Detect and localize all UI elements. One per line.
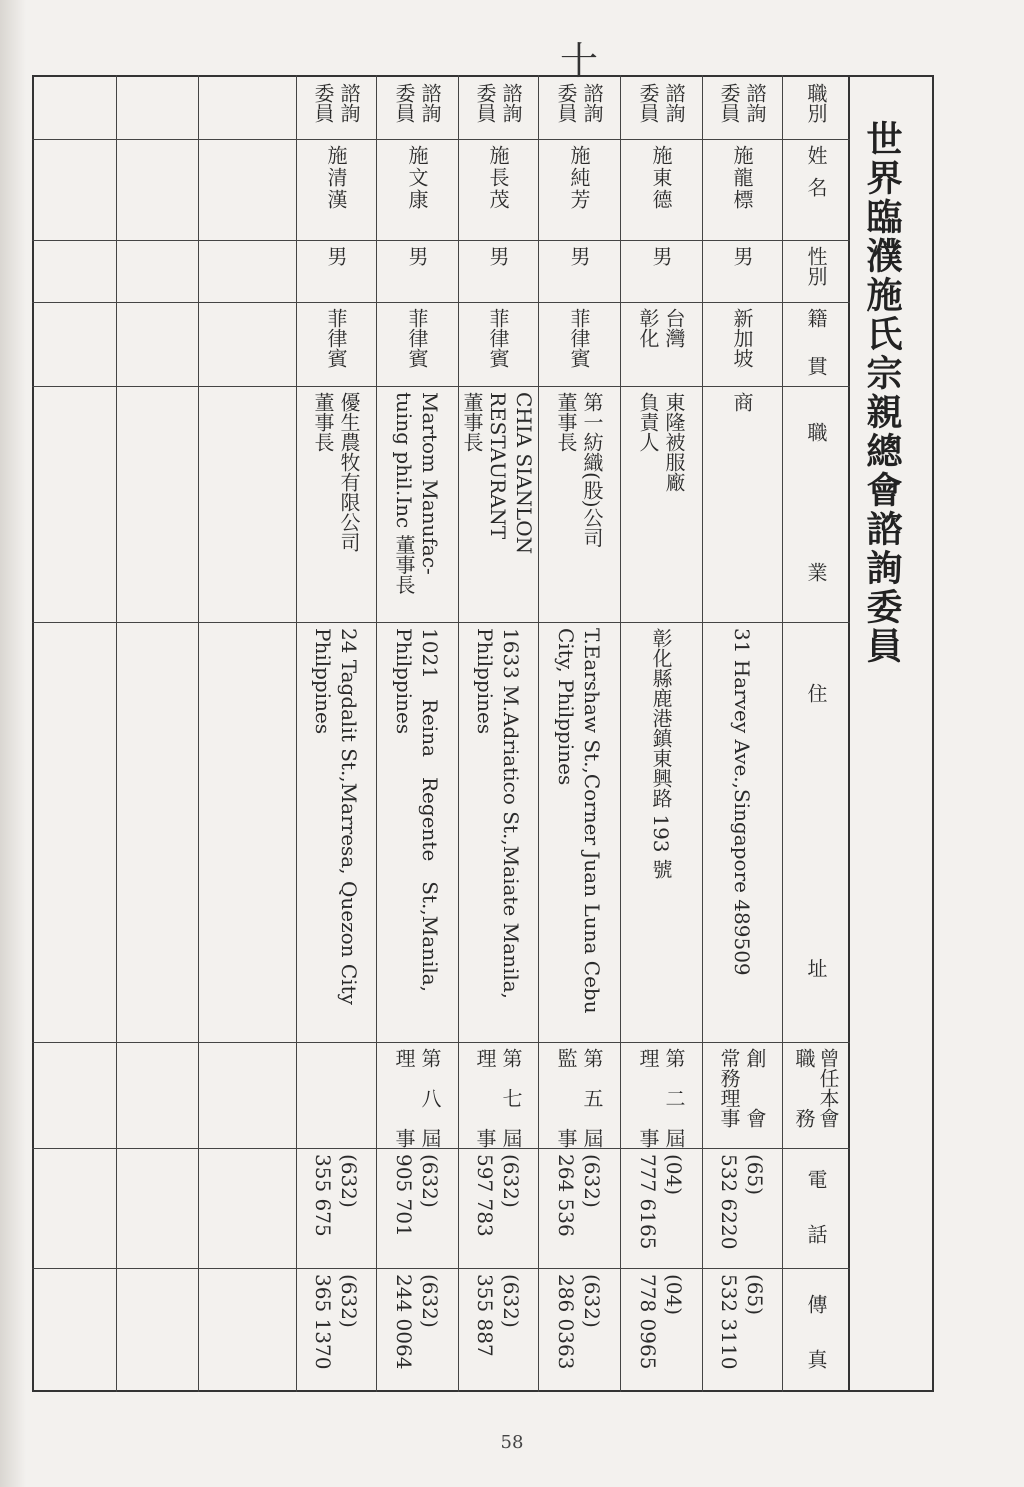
member-3-address bbox=[538, 622, 620, 1042]
header-position bbox=[782, 77, 850, 139]
header-past-role bbox=[782, 1042, 850, 1148]
member-7-origin bbox=[198, 302, 296, 386]
member-1-gender-text: 男 bbox=[730, 246, 754, 266]
member-3-origin-text: 菲律賓 bbox=[567, 308, 591, 368]
member-3-address-text: T.Earshaw St.,Corner Juan Luna Cebu City, Philppines bbox=[554, 628, 604, 1014]
member-9-occupation bbox=[32, 386, 116, 622]
member-5-phone bbox=[376, 1148, 458, 1268]
page-number: 58 bbox=[500, 1432, 524, 1453]
member-7-name bbox=[198, 139, 296, 240]
member-1-occupation-text: 商 bbox=[730, 392, 754, 412]
member-3-past-role bbox=[538, 1042, 620, 1148]
header-gender-text: 性別 bbox=[804, 246, 828, 286]
member-8-origin bbox=[116, 302, 198, 386]
member-9-past-role bbox=[32, 1042, 116, 1148]
member-2-phone bbox=[620, 1148, 702, 1268]
member-5-position bbox=[376, 77, 458, 139]
member-6-origin bbox=[296, 302, 376, 386]
member-6-address bbox=[296, 622, 376, 1042]
member-5-gender bbox=[376, 240, 458, 302]
member-4-name-text: 施長茂 bbox=[486, 145, 510, 211]
member-6-position bbox=[296, 77, 376, 139]
member-3-occupation-text: 第一紡織(股)公司 董事長 bbox=[554, 392, 604, 548]
member-5-occupation-text: Martom Manufac- tuing phil.Inc 董事長 bbox=[392, 392, 442, 595]
member-4-name bbox=[458, 139, 538, 240]
handwritten-mark: 十 bbox=[560, 39, 599, 83]
member-5-fax-text: (632) 244 0064 bbox=[392, 1274, 442, 1370]
member-5-name bbox=[376, 139, 458, 240]
member-3-name bbox=[538, 139, 620, 240]
header-origin bbox=[782, 302, 850, 404]
member-2-past-role bbox=[620, 1042, 702, 1148]
member-1-address bbox=[702, 622, 782, 1042]
member-3-phone bbox=[538, 1148, 620, 1268]
member-6-occupation bbox=[296, 386, 376, 622]
page-title: 世界臨濮施氏宗親總會諮詢委員 bbox=[861, 120, 902, 666]
header-address-1-text: 住 bbox=[804, 683, 828, 703]
member-4-position-text: 諮詢 委員 bbox=[473, 83, 523, 123]
header-name bbox=[782, 139, 850, 240]
header-address-1 bbox=[782, 677, 850, 717]
member-2-phone-text: (04) 777 6165 bbox=[636, 1154, 686, 1250]
member-8-name bbox=[116, 139, 198, 240]
member-7-fax bbox=[198, 1268, 296, 1390]
member-1-phone bbox=[702, 1148, 782, 1268]
member-7-phone bbox=[198, 1148, 296, 1268]
member-3-fax-text: (632) 286 0363 bbox=[554, 1274, 604, 1370]
member-7-address bbox=[198, 622, 296, 1042]
header-gender bbox=[782, 240, 850, 302]
member-5-address-text: 1021 Reina Regente St.,Manila, Philppines bbox=[392, 628, 442, 993]
header-occupation-2-text: 業 bbox=[804, 562, 828, 582]
header-phone-2-text: 話 bbox=[804, 1224, 828, 1244]
header-occupation-1 bbox=[782, 416, 850, 456]
member-1-past-role bbox=[702, 1042, 782, 1148]
header-past-role-text: 曾任本會 職 務 bbox=[792, 1048, 840, 1128]
member-6-phone bbox=[296, 1148, 376, 1268]
member-7-gender bbox=[198, 240, 296, 302]
member-6-name-text: 施清漢 bbox=[324, 145, 348, 211]
member-2-position bbox=[620, 77, 702, 139]
member-3-gender bbox=[538, 240, 620, 302]
header-fax-1 bbox=[782, 1288, 850, 1328]
member-4-address-text: 1633 M.Adriatico St.,Maiate Manila, Philppines bbox=[473, 628, 523, 1000]
member-9-position bbox=[32, 77, 116, 139]
member-1-origin-text: 新加坡 bbox=[730, 308, 754, 368]
member-2-gender bbox=[620, 240, 702, 302]
member-4-origin bbox=[458, 302, 538, 386]
member-2-fax bbox=[620, 1268, 702, 1390]
member-8-past-role bbox=[116, 1042, 198, 1148]
header-address-2 bbox=[782, 952, 850, 992]
header-phone-1-text: 電 bbox=[804, 1169, 828, 1189]
member-1-name bbox=[702, 139, 782, 240]
member-3-fax bbox=[538, 1268, 620, 1390]
member-6-origin-text: 菲律賓 bbox=[324, 308, 348, 368]
header-name-text: 姓名 bbox=[804, 145, 828, 209]
member-5-origin-text: 菲律賓 bbox=[405, 308, 429, 368]
member-6-occupation-text: 優生農牧有限公司 董事長 bbox=[311, 392, 361, 552]
member-3-past-role-text: 第 五 屆 監 事 bbox=[554, 1048, 604, 1148]
header-phone-1 bbox=[782, 1163, 850, 1203]
member-4-origin-text: 菲律賓 bbox=[486, 308, 510, 368]
member-5-phone-text: (632) 905 701 bbox=[392, 1154, 442, 1237]
member-3-gender-text: 男 bbox=[567, 246, 591, 266]
member-9-name bbox=[32, 139, 116, 240]
member-2-origin bbox=[620, 302, 702, 386]
member-5-position-text: 諮詢 委員 bbox=[392, 83, 442, 123]
member-3-name-text: 施純芳 bbox=[567, 145, 591, 211]
member-2-address bbox=[620, 622, 702, 1042]
bottom-border-extension bbox=[848, 1390, 934, 1392]
right-border bbox=[932, 75, 934, 1392]
member-2-occupation-text: 東隆被服廠 負責人 bbox=[636, 392, 686, 492]
member-8-fax bbox=[116, 1268, 198, 1390]
member-9-fax bbox=[32, 1268, 116, 1390]
member-4-past-role bbox=[458, 1042, 538, 1148]
member-5-past-role bbox=[376, 1042, 458, 1148]
member-3-position-text: 諮詢 委員 bbox=[554, 83, 604, 123]
member-7-past-role bbox=[198, 1042, 296, 1148]
member-5-name-text: 施文康 bbox=[405, 145, 429, 211]
member-2-name-text: 施東德 bbox=[649, 145, 673, 211]
header-occupation-2 bbox=[782, 556, 850, 596]
member-1-position-text: 諮詢 委員 bbox=[717, 83, 767, 123]
member-4-address bbox=[458, 622, 538, 1042]
member-3-position bbox=[538, 77, 620, 139]
member-7-occupation bbox=[198, 386, 296, 622]
member-4-fax-text: (632) 355 887 bbox=[473, 1274, 523, 1357]
member-9-address bbox=[32, 622, 116, 1042]
member-5-origin bbox=[376, 302, 458, 386]
member-1-origin bbox=[702, 302, 782, 386]
member-1-past-role-text: 創 會 常務理事 bbox=[717, 1048, 767, 1128]
header-address-2-text: 址 bbox=[804, 958, 828, 978]
member-6-fax-text: (632) 365 1370 bbox=[311, 1274, 361, 1370]
member-3-origin bbox=[538, 302, 620, 386]
member-9-gender bbox=[32, 240, 116, 302]
header-fax-1-text: 傳 bbox=[804, 1294, 828, 1314]
page-edge-shadow bbox=[0, 0, 26, 1487]
member-6-position-text: 諮詢 委員 bbox=[311, 83, 361, 123]
member-2-position-text: 諮詢 委員 bbox=[636, 83, 686, 123]
member-3-occupation bbox=[538, 386, 620, 622]
member-6-phone-text: (632) 355 675 bbox=[311, 1154, 361, 1237]
member-1-position bbox=[702, 77, 782, 139]
top-border-extension bbox=[848, 75, 934, 77]
member-6-name bbox=[296, 139, 376, 240]
header-occupation-1-text: 職 bbox=[804, 422, 828, 442]
member-4-phone-text: (632) 597 783 bbox=[473, 1154, 523, 1237]
member-9-phone bbox=[32, 1148, 116, 1268]
member-5-address bbox=[376, 622, 458, 1042]
member-2-origin-text: 台灣 彰化 bbox=[636, 308, 686, 348]
member-3-phone-text: (632) 264 536 bbox=[554, 1154, 604, 1237]
member-4-position bbox=[458, 77, 538, 139]
member-8-occupation bbox=[116, 386, 198, 622]
member-4-occupation bbox=[458, 386, 538, 622]
member-1-fax bbox=[702, 1268, 782, 1390]
member-1-phone-text: (65) 532 6220 bbox=[717, 1154, 767, 1250]
member-8-phone bbox=[116, 1148, 198, 1268]
member-2-gender-text: 男 bbox=[649, 246, 673, 266]
member-7-position bbox=[198, 77, 296, 139]
member-1-fax-text: (65) 532 3110 bbox=[717, 1274, 767, 1370]
member-5-fax bbox=[376, 1268, 458, 1390]
header-fax-2 bbox=[782, 1343, 850, 1383]
member-6-gender bbox=[296, 240, 376, 302]
member-2-past-role-text: 第 二 屆 理 事 bbox=[636, 1048, 686, 1148]
member-4-fax bbox=[458, 1268, 538, 1390]
member-2-occupation bbox=[620, 386, 702, 622]
member-1-address-text: 31 Harvey Ave.,Singapore 489509 bbox=[730, 628, 754, 976]
member-8-position bbox=[116, 77, 198, 139]
member-5-past-role-text: 第 八 屆 理 事 bbox=[392, 1048, 442, 1148]
member-5-occupation bbox=[376, 386, 458, 622]
member-4-gender-text: 男 bbox=[486, 246, 510, 266]
member-4-past-role-text: 第 七 屆 理 事 bbox=[473, 1048, 523, 1148]
member-2-address-text: 彰化縣鹿港鎮東興路 193 號 bbox=[649, 628, 673, 879]
member-6-address-text: 24 Tagdalit St.,Marresa, Quezon City Philppines bbox=[311, 628, 361, 1005]
member-1-gender bbox=[702, 240, 782, 302]
header-phone-2 bbox=[782, 1218, 850, 1258]
member-6-gender-text: 男 bbox=[324, 246, 348, 266]
member-6-past-role bbox=[296, 1042, 376, 1148]
member-1-occupation bbox=[702, 386, 782, 622]
header-fax-2-text: 真 bbox=[804, 1349, 828, 1369]
header-origin-text: 籍貫 bbox=[804, 308, 828, 404]
member-4-gender bbox=[458, 240, 538, 302]
member-5-gender-text: 男 bbox=[405, 246, 429, 266]
member-2-fax-text: (04) 778 0965 bbox=[636, 1274, 686, 1370]
member-9-origin bbox=[32, 302, 116, 386]
member-4-occupation-text: CHIA SIANLON RESTAURANT 董事長 bbox=[460, 392, 536, 555]
member-6-fax bbox=[296, 1268, 376, 1390]
member-2-name bbox=[620, 139, 702, 240]
member-8-address bbox=[116, 622, 198, 1042]
member-1-name-text: 施龍標 bbox=[730, 145, 754, 211]
member-8-gender bbox=[116, 240, 198, 302]
member-4-phone bbox=[458, 1148, 538, 1268]
header-position-text: 職別 bbox=[804, 83, 828, 123]
